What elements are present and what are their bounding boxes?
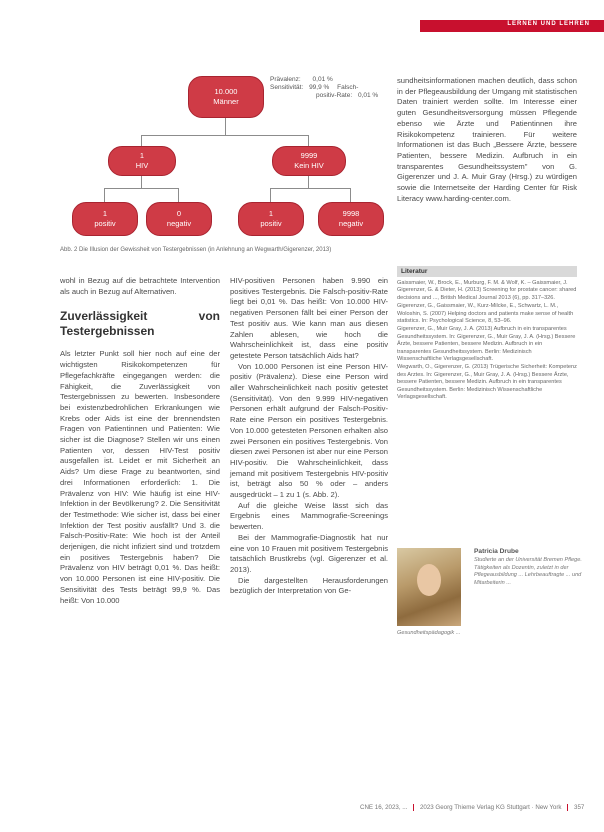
node-count: 1 [102, 209, 108, 218]
tree-connector [104, 188, 178, 189]
literature-box [397, 266, 577, 403]
text-column-3 [397, 76, 577, 204]
literature-title: Literatur [397, 266, 577, 277]
footer-separator [413, 804, 414, 811]
footer-publisher: 2023 Georg Thieme Verlag KG Stuttgart · New York [419, 804, 562, 812]
tree-connector [141, 174, 142, 188]
node-count: 9998 [342, 209, 360, 218]
stat-label: positiv-Rate: [316, 92, 353, 99]
text-column-2 [230, 276, 388, 597]
paragraph: Die dargestellten Herausforderungen bezüglich der Interpretation von Ge- [230, 575, 388, 596]
stat-value: 0,01 % [312, 76, 333, 83]
stat-label: Falsch- [337, 84, 359, 91]
literature-item: Gaissmaier, W., Brock, E., Murburg, F. M. & Wolf, K. – Gaissmaier, J. Gigerenzer, G. & Dieter, H. (2013) Screening for prostate cancer: shared decisions and ..., British Medical Journal 2013 (6), pp. 317–326. [397, 280, 577, 301]
tree-leaf-nohiv-negative [318, 202, 384, 236]
node-count: 10.000 [214, 87, 238, 96]
tree-connector [178, 188, 179, 202]
tree-connector [350, 188, 351, 202]
page-footer [360, 804, 584, 811]
stat-value: 99,9 % [309, 84, 330, 91]
figure-caption: Abb. 2 Die Illusion der Gewissheit von Testergebnissen (in Anlehnung an Wegwarth/Gigerenzer, 2013) [60, 247, 332, 253]
literature-list [397, 280, 577, 402]
section-header-title: LERNEN UND LEHREN [507, 21, 590, 27]
node-label: negativ [166, 219, 192, 228]
page-number: 357 [574, 804, 585, 812]
section-header-bar [420, 20, 604, 32]
paragraph: wohl in Bezug auf die betrachtete Intervention als auch in Bezug auf Alternativen. [60, 276, 220, 296]
author-photo [397, 548, 461, 626]
paragraph: Bei der Mammografie-Diagnostik hat nur eine von 10 Frauen mit positivem Testergebnis tatsächlich Brustkrebs (vgl. Gigerenzer et al. 2013). [230, 532, 388, 574]
node-label: Männer [213, 97, 239, 106]
diagram-stats [270, 76, 378, 100]
node-count: 0 [176, 209, 182, 218]
tree-connector [270, 188, 271, 202]
tree-node-root [188, 76, 264, 118]
tree-connector [270, 188, 350, 189]
author-bio: Studierte an der Universität Bremen Pflege. Tätigkeiten als Dozentin, zuletzt in der Pflegeausbildung ... Lehrbeauftragte ... und Mitarbeiterin ... [474, 557, 582, 586]
literature-item: Wegwarth, O., Gigerenzer, G. (2013) Trügerische Sicherheit: Kompetenz des Arztes. In: Gigerenzer, G., Muir Gray, J. A. (Hrsg.) Bessere Ärzte, bessere Patienten, bessere Medizin. Aufbruch in ein transparentes Gesundheitssystem. Berlin: Medizinisch Wissenschaftliche Verlagsgesellschaft. [397, 364, 577, 401]
node-label: positiv [260, 219, 282, 228]
author-name: Patricia Drube [474, 548, 519, 555]
tree-connector [308, 174, 309, 188]
node-count: 9999 [300, 151, 318, 160]
section-heading: Zuverlässigkeit von Testergebnissen [60, 309, 220, 339]
paragraph: HIV-positiven Personen haben 9.990 ein positives Testergebnis. Die Falsch-positiv-Rate liegt bei 0,01 %. Das heißt: Von 10.000 HIV-negativen Personen fällt bei einer Person der Test positiv aus. Wie kann man aus diesen Zahlen ablesen, wie hoch die Wahrscheinlichkeit ist, dass eine positiv getestete Person tatsächlich Aids hat? [230, 276, 388, 360]
tree-connector [104, 188, 105, 202]
tree-leaf-hiv-positive [72, 202, 138, 236]
tree-leaf-hiv-negative [146, 202, 212, 236]
stat-value: 0,01 % [357, 92, 379, 99]
node-count: 1 [139, 151, 145, 160]
author-bio-continued: Gesundheitspädagogik ... [397, 630, 461, 636]
tree-node-no-hiv [272, 146, 346, 176]
paragraph: sundheitsinformationen machen deutlich, dass schon in der Pflegeausbildung der Umgang mit statistischen Daten trainiert werden sollte. Im Interesse einer guten Gesundheitsversorgung müssen Pflegende ebenso wie Ärzte und Patientinnen ihre Risikokompetenz trainieren. Für weitere Informationen ist das Buch „Bessere Ärzte, bessere Patienten, bessere Medizin. Aufbruch in ein transparentes Gesundheitssystem" von G. Gigerenzer und J. A. Muir Gray (Hrsg.) zu würdigen sowie die Internetseite der Harding Center für Risk Literacy www.harding-center.com. [397, 76, 577, 203]
tree-node-hiv [108, 146, 176, 176]
literature-item: Gigerenzer, G., Muir Gray, J. A. (2013) Aufbruch in ein transparentes Gesundheitssystem. In: Gigerenzer, G., Muir Gray, J. A. (Hrsg.) Bessere Ärzte, bessere Patienten, bessere Medizin. Aufbruch in ein transparentes Gesundheitssystem. Berlin: Medizinisch Wissenschaftliche Verlagsgesellschaft. [397, 326, 576, 363]
node-label: Kein HIV [294, 161, 324, 170]
paragraph: Als letzter Punkt soll hier noch auf eine der wichtigsten Risikokompetenzen für Pflegefachkräfte eingegangen werden: die Fähigkeit, die Zuverlässigkeit von Testergebnissen zu bewerten. Insbesondere bei existenzbedrohlichen Erkrankungen wie Krebs oder Aids ist eine der brennendsten Fragen von Patientinnen und Patienten: Wie sicher ist die Diagnose? Stellen wir uns einen Patienten vor, dessen HIV-Test positiv ausgefallen ist. Leidet er mit Sicherheit an Aids? Um diese Frage zu beantworten, sind drei Informationen erforderlich: 1. Die Prävalenz von HIV: Wie häufig ist eine HIV-Infektion in der Bevölkerung? 2. Die Sensitivität der Testmethode: Wie sicher ist, dass bei einer Infektion der Test positiv ausfällt? Und 3. die Falsch-Positiv-Rate: Wie hoch ist der Anteil derjenigen, die nicht infiziert sind und trotzdem ein positives Testergebnis haben? Die Prävalenz von HIV beträgt 0,01 %. Das heißt: von 10.000 Personen ist eine HIV-positiv. Die Sensitivität des Tests beträgt 99,9 %. Das heißt: Von 10.000 [60, 349, 220, 605]
tree-connector [141, 135, 309, 136]
node-count: 1 [268, 209, 274, 218]
paragraph: Auf die gleiche Weise lässt sich das Ergebnis eines Mammografie-Screenings bewerten. [230, 500, 388, 532]
paragraph: Von 10.000 Personen ist eine Person HIV-positiv (Prävalenz). Diese eine Person wird aller Wahrscheinlichkeit nach positiv getestet (Sensitivität). Von den 9.999 HIV-negativen Personen erhält aufgrund der Falsch-Positiv-Rate eine Person ein positives Testergebnis. Von 10.000 getesteten Personen erhalten also zwei Personen ein positives Testergebnis. Von diesen zwei Personen ist aber nur eine Person HIV-positiv. Die Wahrscheinlichkeit, dass jemand mit positivem Testergebnis HIV-positiv ist, beträgt also 50 % oder – anders ausgedrückt – 1 zu 1 (s. Abb. 2). [230, 361, 388, 500]
node-label: HIV [135, 161, 149, 170]
footer-journal: CNE 16, 2023, ... [360, 804, 408, 812]
text-column-1 [60, 276, 220, 606]
node-label: positiv [94, 219, 116, 228]
author-face [417, 564, 441, 596]
footer-separator [567, 804, 568, 811]
stat-label: Prävalenz: [270, 76, 301, 83]
tree-leaf-nohiv-positive [238, 202, 304, 236]
literature-item: Gigerenzer, G., Gaissmaier, W., Kurz-Milcke, E., Schwartz, L. M., Woloshin, S. (2007) Helping doctors and patients make sense of health statistics. In: Psychological Science, 8, 53–96. [397, 303, 574, 325]
tree-connector [225, 117, 226, 135]
node-label: negativ [338, 219, 364, 228]
stat-label: Sensitivität: [270, 84, 304, 91]
